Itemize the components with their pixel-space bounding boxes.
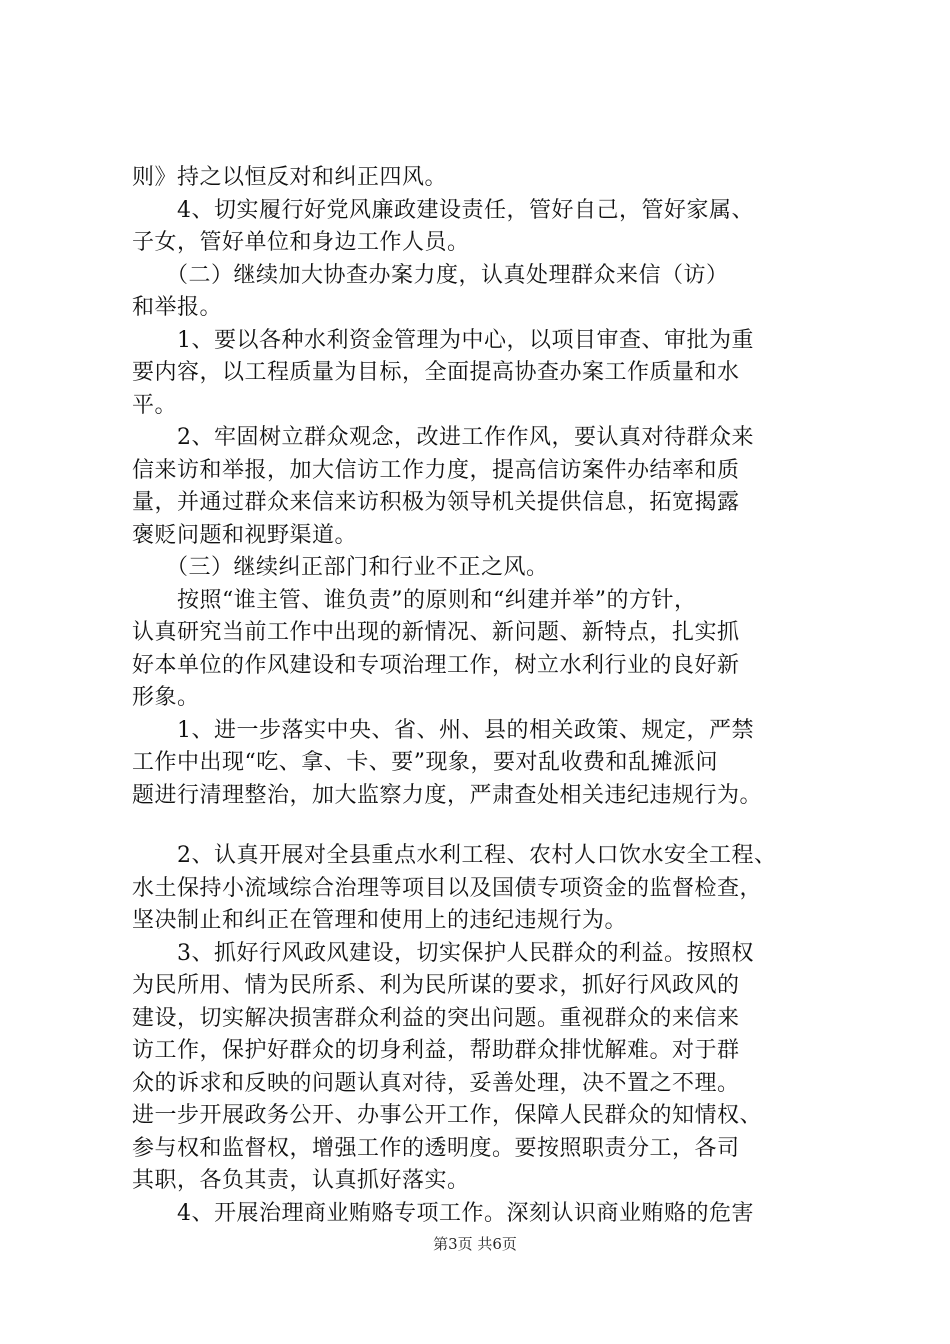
text-line: 平。 [132, 392, 178, 418]
text-line: 1、要以各种水利资金管理为中心，以项目审查、审批为重 [132, 327, 754, 353]
text-line: 4、切实履行好党风廉政建设责任，管好自己，管好家属、 [132, 197, 754, 223]
text-line: 为民所用、情为民所系、利为民所谋的要求，抓好行风政风的 [132, 973, 740, 998]
text-line: 好本单位的作风建设和专项治理工作，树立水利行业的良好新 [132, 652, 740, 678]
text-line: 要内容，以工程质量为目标，全面提高协查办案工作质量和水 [132, 360, 740, 385]
text-line: 题进行清理整治，加大监察力度，严肃查处相关违纪违规行为。 [132, 782, 763, 808]
text-line: 褒贬问题和视野渠道。 [132, 522, 358, 548]
text-line: 认真研究当前工作中出现的新情况、新问题、新特点，扎实抓 [132, 620, 740, 645]
text-line: 1、进一步落实中央、省、州、县的相关政策、规定，严禁 [132, 717, 754, 743]
text-line: 3、抓好行风政风建设，切实保护人民群众的利益。按照权 [132, 940, 754, 966]
page-number-footer: 第3页 共6页 [433, 1235, 517, 1253]
section-heading: （二）继续加大协查办案力度，认真处理群众来信（访） [132, 262, 729, 288]
text-line: 众的诉求和反映的问题认真对待，妥善处理，决不置之不理。 [132, 1070, 740, 1096]
text-line: 2、认真开展对全县重点水利工程、农村人口饮水安全工程、 [132, 843, 777, 868]
text-line: 坚决制止和纠正在管理和使用上的违纪违规行为。 [132, 908, 628, 933]
text-line: 其职，各负其责，认真抓好落实。 [132, 1168, 470, 1193]
text-line: 2、牢固树立群众观念，改进工作作风，要认真对待群众来 [132, 425, 754, 450]
section-heading: （三）继续纠正部门和行业不正之风。 [132, 555, 549, 580]
text-line: 信来访和举报，加大信访工作力度，提高信访案件办结率和质 [132, 457, 740, 483]
text-line: 工作中出现“吃、拿、卡、要”现象，要对乱收费和乱摊派问 [132, 750, 718, 775]
text-line: 水土保持小流域综合治理等项目以及国债专项资金的监督检查， [132, 875, 763, 901]
paragraph-gap [132, 812, 832, 840]
text-line: 参与权和监督权，增强工作的透明度。要按照职责分工，各司 [132, 1135, 740, 1161]
text-line: 和举报。 [132, 295, 223, 320]
text-line: 建设，切实解决损害群众利益的突出问题。重视群众的来信来 [132, 1005, 740, 1031]
text-line: 进一步开展政务公开、办事公开工作，保障人民群众的知情权、 [132, 1103, 763, 1128]
document-body [132, 162, 832, 1230]
text-line: 则》持之以恒反对和纠正四风。 [132, 165, 448, 190]
text-line: 子女，管好单位和身边工作人员。 [132, 230, 470, 255]
text-line: 量，并通过群众来信来访积极为领导机关提供信息，拓宽揭露 [132, 490, 740, 515]
text-line: 按照“谁主管、谁负责”的原则和“纠建并举”的方针， [132, 587, 697, 613]
text-line: 4、开展治理商业贿赂专项工作。深刻认识商业贿赂的危害 [132, 1200, 754, 1226]
text-line: 访工作，保护好群众的切身利益，帮助群众排忧解难。对于群 [132, 1038, 740, 1063]
text-line: 形象。 [132, 685, 200, 710]
